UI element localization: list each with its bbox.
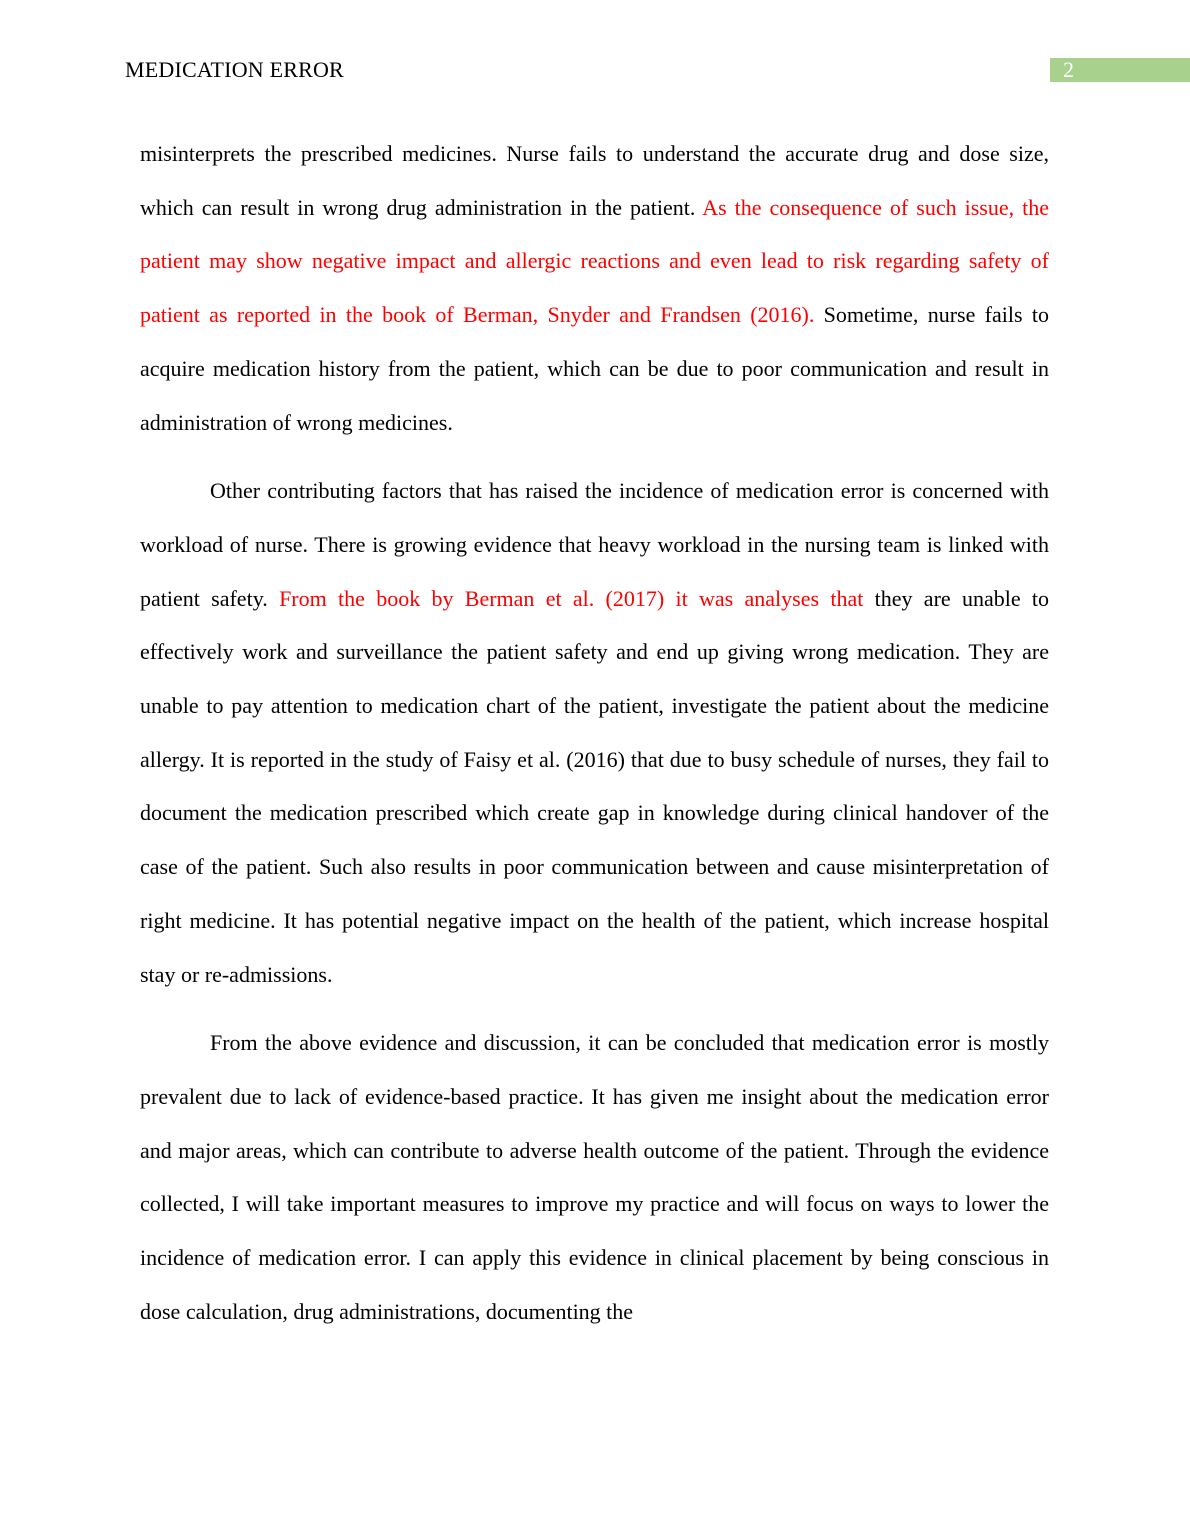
- page-number: 2: [1063, 57, 1074, 82]
- highlighted-text-run: As the consequence of such issue, the patient may show negative impact and allergic reactions and even lead to risk regarding safety of patient as reported in the book of Berman, Snyder and Frandsen (2016).: [140, 194, 1049, 328]
- text-run: From the above evidence and discussion, it can be concluded that medication error is mostly prevalent due to lack of evidence-based practice. It has given me insight about the medication error and major areas, which can contribute to adverse health outcome of the patient. Through the evidence collected, I will take important measures to improve my practice and will focus on ways to lower the incidence of medication error. I can apply this evidence in clinical placement by being conscious in dose calculation, drug administrations, documenting the: [140, 1030, 1049, 1324]
- document-body: [140, 127, 1049, 1338]
- paragraph-3: [140, 1016, 1049, 1338]
- paragraph-2: [140, 464, 1049, 1001]
- page-header: [0, 0, 1190, 100]
- running-head: MEDICATION ERROR: [125, 57, 344, 82]
- page-number-box: [1050, 58, 1190, 82]
- text-run: they are unable to effectively work and surveillance the patient safety and end up giving wrong medication. They are unable to pay attention to medication chart of the patient, investigate the patient about the medicine allergy. It is reported in the study of Faisy et al. (2016) that due to busy schedule of nurses, they fail to document the medication prescribed which create gap in knowledge during clinical handover of the case of the patient. Such also results in poor communication between and cause misinterpretation of right medicine. It has potential negative impact on the health of the patient, which increase hospital stay or re-admissions.: [140, 585, 1049, 987]
- text-run: Other contributing factors that has raised the incidence of medication error is concerned with workload of nurse. There is growing evidence that heavy workload in the nursing team is linked with patient safety.: [140, 478, 1049, 611]
- text-run: misinterprets the prescribed medicines. Nurse fails to understand the accurate drug and dose size, which can result in wrong drug administration in the patient.: [140, 141, 1049, 220]
- text-run: Sometime, nurse fails to acquire medication history from the patient, which can be due to poor communication and result in administration of wrong medicines.: [140, 302, 1049, 435]
- paragraph-1: [140, 127, 1049, 449]
- highlighted-text-run: From the book by Berman et al. (2017) it was analyses that: [279, 585, 864, 611]
